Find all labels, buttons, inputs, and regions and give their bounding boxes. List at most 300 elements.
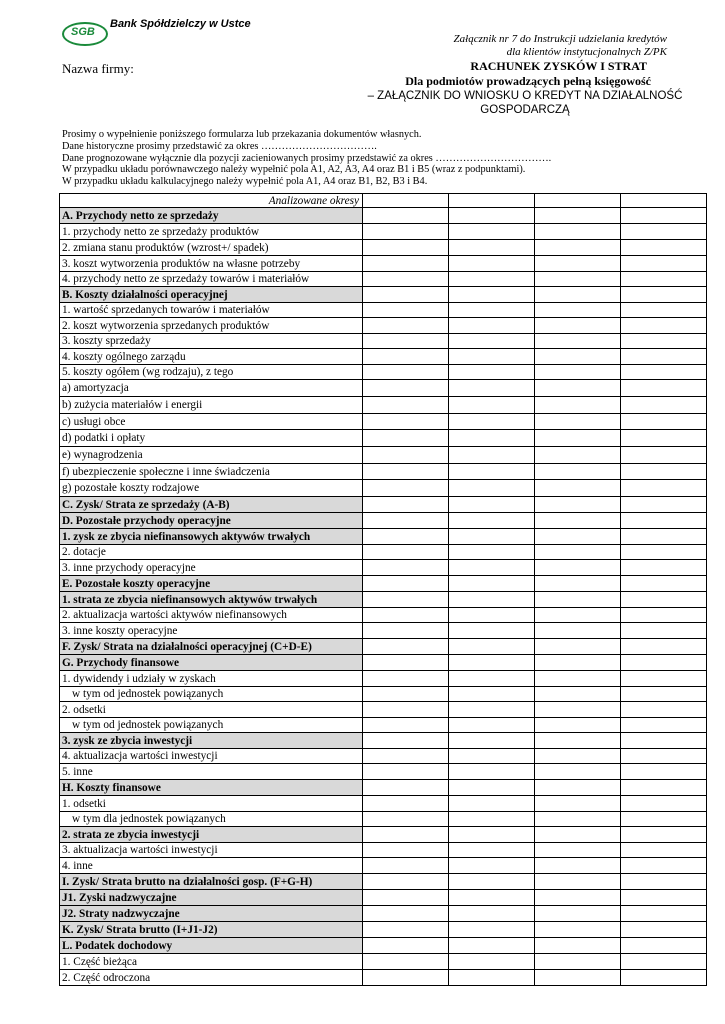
table-row [60,318,707,334]
period-value-cell[interactable] [621,576,707,592]
period-value-cell[interactable] [449,702,535,718]
period-value-cell[interactable] [535,671,621,687]
period-value-cell[interactable] [535,380,621,397]
row-label: I. Zysk/ Strata brutto na działalności gosp. (F+G-H) [60,874,363,890]
period-value-cell[interactable] [363,970,449,986]
table-row [60,365,707,380]
period-value-cell[interactable] [535,497,621,513]
period-value-cell[interactable] [363,224,449,240]
period-value-cell[interactable] [449,545,535,560]
period-value-cell[interactable] [449,764,535,780]
row-label: J2. Straty nadzwyczajne [60,906,363,922]
period-value-cell[interactable] [363,240,449,256]
row-label: w tym od jednostek powiązanych [60,687,363,702]
period-value-cell[interactable] [535,545,621,560]
row-label: 1. przychody netto ze sprzedaży produktów [60,224,363,240]
period-value-cell[interactable] [363,639,449,655]
period-value-cell[interactable] [621,480,707,497]
period-value-cell[interactable] [621,349,707,365]
table-row [60,560,707,576]
period-value-cell[interactable] [621,464,707,480]
row-label: 3. aktualizacja wartości inwestycji [60,843,363,858]
period-value-cell[interactable] [621,414,707,430]
subtitle-2-line-2: GOSPODARCZĄ [480,104,570,116]
row-label: 2. koszt wytworzenia sprzedanych produktów [60,318,363,334]
period-value-cell[interactable] [449,843,535,858]
period-value-cell[interactable] [449,858,535,874]
period-value-cell[interactable] [363,906,449,922]
period-value-cell[interactable] [535,655,621,671]
row-label: e) wynagrodzenia [60,447,363,464]
table-row [60,922,707,938]
period-value-cell[interactable] [535,827,621,843]
period-value-cell[interactable] [449,480,535,497]
period-value-cell[interactable] [363,397,449,414]
period-value-cell[interactable] [363,497,449,513]
row-label: 1. dywidendy i udziały w zyskach [60,671,363,687]
instructions [62,129,551,188]
period-value-cell[interactable] [621,303,707,318]
period-value-cell[interactable] [621,827,707,843]
row-label: 3. zysk ze zbycia inwestycji [60,733,363,749]
table-row [60,513,707,529]
period-value-cell[interactable] [621,545,707,560]
period-value-cell[interactable] [621,513,707,529]
row-label: H. Koszty finansowe [60,780,363,796]
period-value-cell[interactable] [363,529,449,545]
period-value-cell[interactable] [449,334,535,349]
period-value-cell[interactable] [449,447,535,464]
period-value-cell[interactable] [449,796,535,812]
table-row [60,208,707,224]
period-value-cell[interactable] [621,970,707,986]
period-value-cell[interactable] [535,906,621,922]
table-row [60,718,707,733]
period-value-cell[interactable] [449,560,535,576]
period-value-cell[interactable] [621,733,707,749]
period-value-cell[interactable] [363,858,449,874]
table-row [60,890,707,906]
period-value-cell[interactable] [363,780,449,796]
period-value-cell[interactable] [449,827,535,843]
period-value-cell[interactable] [621,749,707,764]
period-value-cell[interactable] [363,334,449,349]
period-value-cell[interactable] [449,287,535,303]
period-value-cell[interactable] [449,208,535,224]
period-value-cell[interactable] [449,240,535,256]
period-value-cell[interactable] [363,592,449,608]
period-value-cell[interactable] [535,812,621,827]
table-row [60,497,707,513]
row-label: F. Zysk/ Strata na działalności operacyjnej (C+D-E) [60,639,363,655]
period-value-cell[interactable] [535,208,621,224]
period-value-cell[interactable] [621,718,707,733]
period-value-cell[interactable] [535,938,621,954]
period-value-cell[interactable] [535,303,621,318]
period-value-cell[interactable] [363,687,449,702]
table-row [60,906,707,922]
period-value-cell[interactable] [449,303,535,318]
period-value-cell[interactable] [621,256,707,272]
table-row [60,576,707,592]
period-value-cell[interactable] [449,970,535,986]
period-value-cell[interactable] [535,718,621,733]
period-value-cell[interactable] [535,623,621,639]
row-label: 4. aktualizacja wartości inwestycji [60,749,363,764]
period-value-cell[interactable] [621,796,707,812]
document-title: RACHUNEK ZYSKÓW I STRAT [470,59,647,73]
period-value-cell[interactable] [449,733,535,749]
period-value-cell[interactable] [535,240,621,256]
table-row [60,303,707,318]
period-value-cell[interactable] [363,272,449,287]
period-value-cell[interactable] [363,623,449,639]
table-row [60,639,707,655]
period-value-cell[interactable] [535,970,621,986]
period-value-cell[interactable] [449,874,535,890]
row-label: 5. inne [60,764,363,780]
period-cell[interactable] [449,194,535,208]
period-value-cell[interactable] [363,318,449,334]
row-label: 3. inne koszty operacyjne [60,623,363,639]
period-value-cell[interactable] [535,858,621,874]
period-value-cell[interactable] [363,256,449,272]
period-value-cell[interactable] [621,334,707,349]
table-row [60,812,707,827]
row-label: 1. Część bieżąca [60,954,363,970]
row-label: L. Podatek dochodowy [60,938,363,954]
period-value-cell[interactable] [621,447,707,464]
period-value-cell[interactable] [449,256,535,272]
period-value-cell[interactable] [449,529,535,545]
period-value-cell[interactable] [621,272,707,287]
period-value-cell[interactable] [535,414,621,430]
period-value-cell[interactable] [621,365,707,380]
period-value-cell[interactable] [535,733,621,749]
row-label: E. Pozostałe koszty operacyjne [60,576,363,592]
header-label: Analizowane okresy [60,194,363,208]
period-value-cell[interactable] [363,208,449,224]
document-subtitle-2 [360,89,690,117]
table-row [60,240,707,256]
row-label: w tym dla jednostek powiązanych [60,812,363,827]
table-row [60,397,707,414]
period-value-cell[interactable] [621,397,707,414]
period-value-cell[interactable] [621,874,707,890]
table-row [60,687,707,702]
row-label: 1. wartość sprzedanych towarów i materiałów [60,303,363,318]
row-label: D. Pozostałe przychody operacyjne [60,513,363,529]
period-value-cell[interactable] [449,906,535,922]
period-value-cell[interactable] [621,380,707,397]
period-value-cell[interactable] [621,592,707,608]
row-label: f) ubezpieczenie społeczne i inne świadczenia [60,464,363,480]
period-value-cell[interactable] [621,858,707,874]
period-value-cell[interactable] [621,497,707,513]
period-value-cell[interactable] [535,796,621,812]
table-row [60,447,707,464]
period-value-cell[interactable] [363,733,449,749]
period-value-cell[interactable] [535,318,621,334]
period-value-cell[interactable] [449,430,535,447]
row-label: 4. przychody netto ze sprzedaży towarów i materiałów [60,272,363,287]
period-value-cell[interactable] [363,827,449,843]
table-row [60,349,707,365]
table-row [60,272,707,287]
document-subtitle: Dla podmiotów prowadzących pełną księgowość [405,74,651,88]
row-label: 3. inne przychody operacyjne [60,560,363,576]
period-value-cell[interactable] [363,749,449,764]
bank-name: Bank Spółdzielczy w Ustce [110,18,251,30]
period-value-cell[interactable] [449,749,535,764]
period-value-cell[interactable] [535,890,621,906]
period-value-cell[interactable] [363,608,449,623]
row-label: B. Koszty działalności operacyjnej [60,287,363,303]
period-value-cell[interactable] [449,890,535,906]
table-row [60,224,707,240]
table-row [60,749,707,764]
row-label: 5. koszty ogółem (wg rodzaju), z tego [60,365,363,380]
period-value-cell[interactable] [621,780,707,796]
table-row [60,827,707,843]
period-value-cell[interactable] [535,272,621,287]
period-value-cell[interactable] [363,414,449,430]
row-label: a) amortyzacja [60,380,363,397]
period-value-cell[interactable] [621,529,707,545]
row-label: 2. dotacje [60,545,363,560]
table-row [60,592,707,608]
period-value-cell[interactable] [535,687,621,702]
instruction-line: W przypadku układu porównawczego należy wypełnić pola A1, A2, A3, A4 oraz B1 i B5 (wraz z podpunktami). [62,164,526,176]
period-value-cell[interactable] [363,843,449,858]
period-value-cell[interactable] [363,545,449,560]
table-row [60,608,707,623]
period-value-cell[interactable] [363,954,449,970]
period-value-cell[interactable] [363,938,449,954]
period-value-cell[interactable] [621,639,707,655]
period-value-cell[interactable] [449,497,535,513]
period-value-cell[interactable] [449,608,535,623]
period-value-cell[interactable] [621,318,707,334]
period-value-cell[interactable] [363,874,449,890]
period-value-cell[interactable] [449,318,535,334]
table-row [60,764,707,780]
period-value-cell[interactable] [449,224,535,240]
period-cell[interactable] [363,194,449,208]
period-value-cell[interactable] [621,843,707,858]
period-value-cell[interactable] [363,480,449,497]
period-value-cell[interactable] [449,812,535,827]
instruction-line: Dane historyczne prosimy przedstawić za okres ……………………………. [62,140,377,152]
period-value-cell[interactable] [621,687,707,702]
row-label: 4. koszty ogólnego zarządu [60,349,363,365]
period-value-cell[interactable] [621,430,707,447]
period-value-cell[interactable] [363,430,449,447]
period-value-cell[interactable] [449,592,535,608]
period-value-cell[interactable] [363,812,449,827]
period-value-cell[interactable] [621,954,707,970]
period-value-cell[interactable] [449,414,535,430]
period-value-cell[interactable] [449,576,535,592]
period-value-cell[interactable] [449,938,535,954]
period-value-cell[interactable] [621,623,707,639]
table-row [60,954,707,970]
period-value-cell[interactable] [535,780,621,796]
period-cell[interactable] [535,194,621,208]
period-value-cell[interactable] [535,397,621,414]
period-value-cell[interactable] [535,480,621,497]
period-value-cell[interactable] [535,560,621,576]
period-value-cell[interactable] [621,702,707,718]
period-value-cell[interactable] [621,655,707,671]
period-value-cell[interactable] [363,718,449,733]
table-row [60,655,707,671]
period-value-cell[interactable] [621,938,707,954]
table-row [60,480,707,497]
period-value-cell[interactable] [535,639,621,655]
table-row [60,545,707,560]
period-value-cell[interactable] [363,764,449,780]
period-value-cell[interactable] [449,655,535,671]
period-value-cell[interactable] [621,240,707,256]
period-value-cell[interactable] [535,592,621,608]
table-row [60,843,707,858]
table-row [60,938,707,954]
instruction-line: Prosimy o wypełnienie poniższego formularza lub przekazania dokumentów własnych. [62,129,422,140]
period-value-cell[interactable] [363,287,449,303]
period-value-cell[interactable] [535,764,621,780]
period-value-cell[interactable] [363,303,449,318]
table-row [60,414,707,430]
period-value-cell[interactable] [449,687,535,702]
period-value-cell[interactable] [449,718,535,733]
period-value-cell[interactable] [449,349,535,365]
row-label: w tym od jednostek powiązanych [60,718,363,733]
period-value-cell[interactable] [363,349,449,365]
period-value-cell[interactable] [449,623,535,639]
period-value-cell[interactable] [535,430,621,447]
table-row [60,970,707,986]
period-value-cell[interactable] [449,272,535,287]
table-row [60,733,707,749]
row-label: d) podatki i opłaty [60,430,363,447]
instruction-line: W przypadku układu kalkulacyjnego należy wypełnić pola A1, A4 oraz B1, B2, B3 i B4. [62,176,428,188]
period-value-cell[interactable] [621,671,707,687]
period-cell[interactable] [621,194,707,208]
row-label: 2. Część odroczona [60,970,363,986]
period-value-cell[interactable] [363,380,449,397]
period-value-cell[interactable] [621,812,707,827]
row-label: 2. strata ze zbycia inwestycji [60,827,363,843]
period-value-cell[interactable] [535,513,621,529]
period-value-cell[interactable] [449,954,535,970]
period-value-cell[interactable] [449,671,535,687]
period-value-cell[interactable] [363,560,449,576]
row-label: C. Zysk/ Strata ze sprzedaży (A-B) [60,497,363,513]
period-value-cell[interactable] [621,922,707,938]
period-value-cell[interactable] [363,702,449,718]
period-value-cell[interactable] [535,843,621,858]
period-value-cell[interactable] [449,780,535,796]
table-row [60,380,707,397]
period-value-cell[interactable] [449,380,535,397]
period-value-cell[interactable] [363,671,449,687]
row-label: J1. Zyski nadzwyczajne [60,890,363,906]
table-row [60,623,707,639]
row-label: K. Zysk/ Strata brutto (I+J1-J2) [60,922,363,938]
period-value-cell[interactable] [449,513,535,529]
row-label: A. Przychody netto ze sprzedaży [60,208,363,224]
period-value-cell[interactable] [363,655,449,671]
period-value-cell[interactable] [621,560,707,576]
period-value-cell[interactable] [363,576,449,592]
period-value-cell[interactable] [621,287,707,303]
row-label: 2. aktualizacja wartości aktywów niefinansowych [60,608,363,623]
attachment-line-2: dla klientów instytucjonalnych Z/PK [506,46,667,58]
period-value-cell[interactable] [449,464,535,480]
period-value-cell[interactable] [449,922,535,938]
table-body [60,194,707,986]
instruction-line: Dane prognozowane wyłącznie dla pozycji zacieniowanych prosimy przedstawić za okres ……………………………. [62,152,552,164]
period-value-cell[interactable] [535,529,621,545]
period-value-cell[interactable] [363,447,449,464]
period-value-cell[interactable] [535,287,621,303]
row-label: b) zużycia materiałów i energii [60,397,363,414]
period-value-cell[interactable] [535,464,621,480]
period-value-cell[interactable] [363,922,449,938]
period-value-cell[interactable] [363,513,449,529]
period-value-cell[interactable] [535,576,621,592]
period-value-cell[interactable] [621,208,707,224]
period-value-cell[interactable] [535,922,621,938]
period-value-cell[interactable] [535,365,621,380]
attachment-line-1: Załącznik nr 7 do Instrukcji udzielania kredytów [453,33,667,45]
table-row [60,858,707,874]
table-row [60,334,707,349]
row-label: G. Przychody finansowe [60,655,363,671]
row-label: 1. strata ze zbycia niefinansowych aktywów trwałych [60,592,363,608]
table-row [60,796,707,812]
period-value-cell[interactable] [449,397,535,414]
table-row [60,874,707,890]
period-value-cell[interactable] [363,365,449,380]
period-value-cell[interactable] [449,639,535,655]
period-value-cell[interactable] [535,608,621,623]
period-value-cell[interactable] [621,906,707,922]
period-value-cell[interactable] [535,349,621,365]
table-row [60,529,707,545]
period-value-cell[interactable] [621,890,707,906]
period-value-cell[interactable] [535,874,621,890]
period-value-cell[interactable] [363,890,449,906]
period-value-cell[interactable] [621,764,707,780]
period-value-cell[interactable] [535,224,621,240]
table-row [60,430,707,447]
table-row [60,671,707,687]
period-value-cell[interactable] [535,702,621,718]
period-value-cell[interactable] [621,224,707,240]
period-value-cell[interactable] [535,447,621,464]
period-value-cell[interactable] [363,464,449,480]
period-value-cell[interactable] [535,749,621,764]
period-value-cell[interactable] [535,256,621,272]
period-value-cell[interactable] [535,954,621,970]
period-value-cell[interactable] [363,796,449,812]
period-value-cell[interactable] [621,608,707,623]
row-label: 1. odsetki [60,796,363,812]
period-value-cell[interactable] [535,334,621,349]
period-value-cell[interactable] [449,365,535,380]
